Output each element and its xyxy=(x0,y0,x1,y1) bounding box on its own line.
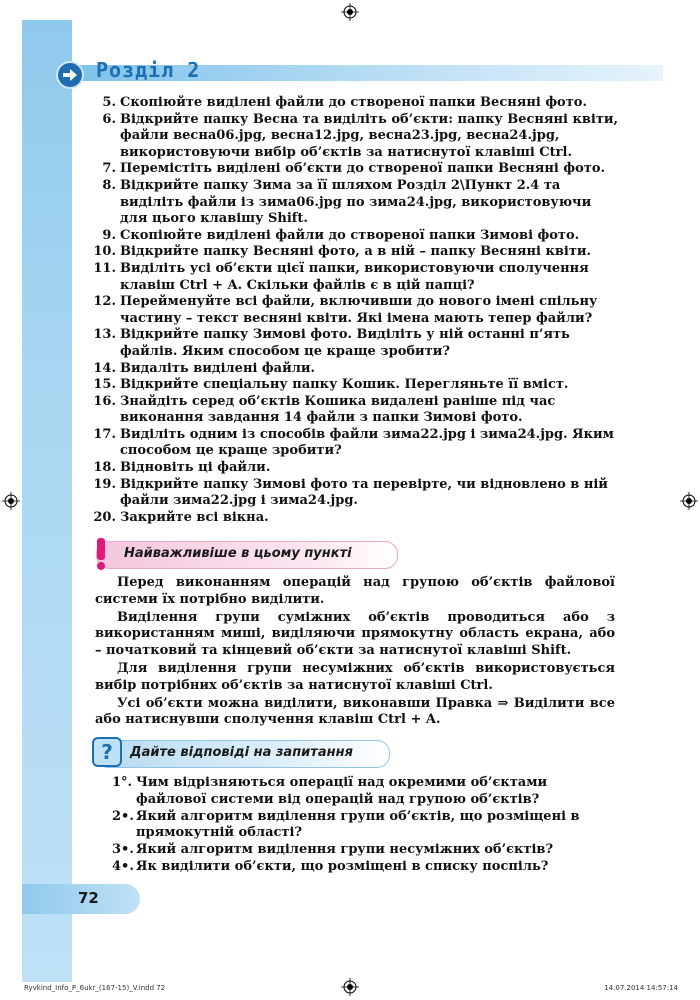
summary-paragraph: Виділення групи суміжних об’єктів проводиться або з використанням миші, виділяючи прямокутну область екрана, або – початковий та кінцевий об’єкти за натиснутої клавіші Shift. xyxy=(95,609,615,659)
section-title: Розділ 2 xyxy=(96,58,201,82)
task-item: 7. Перемістіть виділені об’єкти до створеної папки Весняні фото. xyxy=(102,161,606,177)
question-item: 3•. Який алгоритм виділення групи несуміжних об’єктів? xyxy=(112,842,554,858)
question-text: Який алгоритм виділення групи об’єктів, що розміщені в прямокутній області? xyxy=(136,808,580,841)
task-item: 18. Відновіть ці файли. xyxy=(93,460,271,476)
task-list xyxy=(93,95,620,526)
task-text: Перемістіть виділені об’єкти до створеної папки Весняні фото. xyxy=(120,161,606,177)
registration-mark-icon xyxy=(680,492,698,510)
question-item: 2•. Який алгоритм виділення групи об’єктів, що розміщені в прямокутній області? xyxy=(112,808,580,841)
task-text: Відкрийте папку Зимові фото. Виділіть у ній останні п’ять файлів. Яким способом це краще зробити? xyxy=(120,327,570,359)
task-item: 11. Виділіть усі об’єкти цієї папки, використовуючи сполучення клавіш Ctrl + A. Скільки файлів є в цій папці? xyxy=(93,260,589,293)
task-text: Скопіюйте виділені файли до створеної папки Весняні фото. xyxy=(120,95,587,110)
page-sidebar-strip xyxy=(22,20,72,982)
question-list xyxy=(112,775,612,876)
task-item: 20. Закрийте всі вікна. xyxy=(93,509,269,525)
task-text: Відкрийте папку Зима за її шляхом Розділ 2\Пункт 2.4 та виділіть файли із зима06.jpg по зима24.jpg, використовуючи для цього клавішу Shift. xyxy=(120,177,592,227)
task-item: 16. Знайдіть серед об’єктів Кошика видалені раніше під час виконання завдання 14 файли з папки Зимові фото. xyxy=(93,393,556,426)
task-text: Виділіть усі об’єкти цієї папки, використовуючи сполучення клавіш Ctrl + A. Скільки файлів є в цій папці? xyxy=(120,260,589,293)
task-text: Знайдіть серед об’єктів Кошика видалені раніше під час виконання завдання 14 файли з папки Зимові фото. xyxy=(120,393,556,426)
task-item: 17. Виділіть одним із способів файли зима22.jpg і зима24.jpg. Яким способом це краще зробити? xyxy=(93,426,614,459)
task-text: Видаліть виділені файли. xyxy=(120,360,316,376)
task-item: 14. Видаліть виділені файли. xyxy=(93,360,316,376)
registration-mark-icon xyxy=(341,978,359,996)
task-item: 9. Скопіюйте виділені файли до створеної папки Зимові фото. xyxy=(102,227,580,243)
task-text: Відкрийте спеціальну папку Кошик. Перегляньте її вміст. xyxy=(120,377,569,393)
task-item: 12. Перейменуйте всі файли, включивши до нового імені спільну частину – текст весняні квіти. Які імена мають тепер файли? xyxy=(93,294,598,326)
task-item: 13. Відкрийте папку Зимові фото. Виділіть у ній останні п’ять файлів. Яким способом це краще зробити? xyxy=(93,327,570,359)
question-text: Як виділити об’єкти, що розміщені в списку поспіль? xyxy=(136,858,549,874)
task-item: 10. Відкрийте папку Весняні фото, а в ній – папку Весняні квіти. xyxy=(93,244,592,260)
registration-mark-icon xyxy=(341,3,359,21)
summary-paragraph: Усі об’єкти можна виділити, виконавши Правка ⇒ Виділити все або натиснувши сполучення клавіш Ctrl + A. xyxy=(95,695,615,728)
question-text: Чим відрізняються операції над окремими об’єктами файлової системи від операцій над групою об’єктів? xyxy=(136,775,548,807)
footer-timestamp: 14.07.2014 14:57:14 xyxy=(604,984,678,992)
question-item: 4•. Як виділити об’єкти, що розміщені в списку поспіль? xyxy=(112,858,549,874)
task-item: 8. Відкрийте папку Зима за її шляхом Розділ 2\Пункт 2.4 та виділіть файли із зима06.jpg по зима24.jpg, використовуючи для цього клавішу Shift. xyxy=(102,177,592,227)
task-text: Скопіюйте виділені файли до створеної папки Зимові фото. xyxy=(120,227,580,243)
task-text: Перейменуйте всі файли, включивши до нового імені спільну частину – текст весняні квіти. Які імена мають тепер файли? xyxy=(120,294,598,326)
summary-banner-title: Найважливіше в цьому пункті xyxy=(124,546,352,561)
page-number: 72 xyxy=(78,889,99,907)
summary-paragraph: Для виділення групи несуміжних об’єктів використовується вибір потрібних об’єктів за натиснутої клавіші Ctrl. xyxy=(95,660,615,693)
task-item: 19. Відкрийте папку Зимові фото та перевірте, чи відновлено в ній файли зима22.jpg і зима24.jpg. xyxy=(93,476,608,509)
task-item: 15. Відкрийте спеціальну папку Кошик. Перегляньте її вміст. xyxy=(93,377,569,393)
task-text: Відновіть ці файли. xyxy=(120,460,271,476)
exclamation-icon xyxy=(90,536,112,572)
task-item: 6. Відкрийте папку Весна та виділіть об’єкти: папку Весняні квіти, файли весна06.jpg, весна12.jpg, весна23.jpg, весна24.jpg, використовуючи вибір об’єктів за натиснутої клавіші Ctrl. xyxy=(102,111,619,160)
summary-text xyxy=(95,575,615,730)
question-item: 1°. Чим відрізняються операції над окремими об’єктами файлової системи від операцій над групою об’єктів? xyxy=(112,775,548,807)
task-text: Відкрийте папку Весна та виділіть об’єкти: папку Весняні квіти, файли весна06.jpg, весна12.jpg, весна23.jpg, весна24.jpg, використовуючи вибір об’єктів за натиснутої клавіші Ctrl. xyxy=(120,111,619,160)
task-text: Відкрийте папку Весняні фото, а в ній – папку Весняні квіти. xyxy=(120,244,592,260)
footer-file-info: Ryvkind_Info_P_6ukr_(167-15)_V.indd 72 xyxy=(24,984,166,992)
question-text: Який алгоритм виділення групи несуміжних об’єктів? xyxy=(136,842,554,858)
task-text: Виділіть одним із способів файли зима22.jpg і зима24.jpg. Яким способом це краще зробити? xyxy=(120,426,614,459)
summary-paragraph: Перед виконанням операцій над групою об’єктів файлової системи їх потрібно виділити. xyxy=(95,575,615,607)
task-text: Відкрийте папку Зимові фото та перевірте, чи відновлено в ній файли зима22.jpg і зима24.jpg. xyxy=(120,476,608,509)
arrow-right-icon xyxy=(56,61,84,89)
questions-banner-title: Дайте відповіді на запитання xyxy=(130,745,353,760)
task-item: 5. Скопіюйте виділені файли до створеної папки Весняні фото. xyxy=(102,95,587,110)
question-mark-icon: ? xyxy=(92,737,122,767)
task-text: Закрийте всі вікна. xyxy=(120,509,269,525)
registration-mark-icon xyxy=(2,492,20,510)
